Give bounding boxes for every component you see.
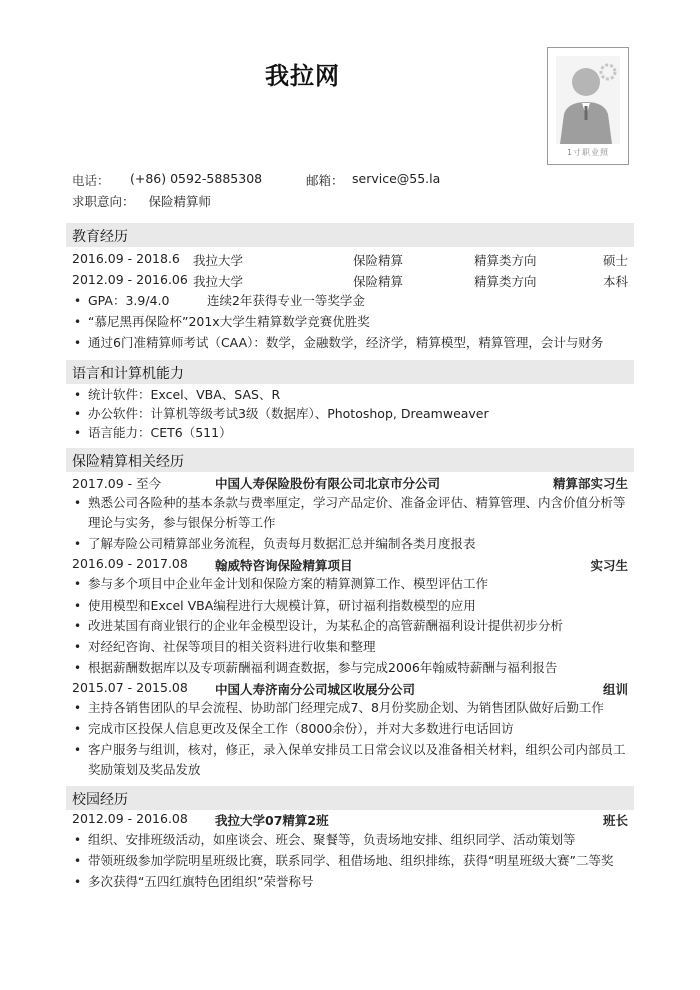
job-role: 精算部实习生 bbox=[552, 476, 628, 491]
edu-school: 我拉大学 bbox=[193, 253, 244, 268]
section-title: 保险精算相关经历 bbox=[72, 454, 184, 470]
edu-major: 保险精算 bbox=[353, 253, 404, 268]
job-header bbox=[72, 474, 628, 492]
edu-school: 我拉大学 bbox=[193, 274, 244, 289]
section-title: 语言和计算机能力 bbox=[72, 366, 184, 382]
edu-degree: 本科 bbox=[602, 274, 628, 289]
photo-placeholder bbox=[547, 47, 629, 165]
job-header bbox=[72, 680, 628, 698]
campus-org: 我拉大学07精算2班 bbox=[215, 813, 329, 828]
section-skills bbox=[66, 360, 634, 384]
section-title: 教育经历 bbox=[72, 229, 128, 245]
job-org: 翰威特咨询保险精算项目 bbox=[215, 558, 353, 573]
list-item: • 多次获得“五四红旗特色团组织”荣誉称号 bbox=[74, 874, 314, 889]
resume-name: 我拉网 bbox=[265, 62, 340, 90]
list-item: • “慕尼黑再保险杯”201x大学生精算数学竞赛优胜奖 bbox=[74, 314, 370, 329]
email-value: service@55.la bbox=[352, 171, 441, 186]
list-item: • 根据薪酬数据库以及专项薪酬福利调查数据，参与完成2006年翰威特薪酬与福利报告 bbox=[74, 660, 558, 675]
list-item: • 带领班级参加学院明星班级比赛，联系同学、租借场地、组织排练，获得“明星班级大赛”二等奖 bbox=[74, 853, 614, 868]
list-item: • 完成市区投保人信息更改及保全工作（8000余份），并对大多数进行电话回访 bbox=[74, 721, 514, 736]
job-period: 2016.09 - 2017.08 bbox=[72, 556, 188, 571]
job-org: 中国人寿济南分公司城区收展分公司 bbox=[215, 682, 416, 697]
phone-value: (+86) 0592-5885308 bbox=[130, 171, 263, 186]
list-item: • 组织、安排班级活动，如座谈会、班会、聚餐等，负责场地安排、组织同学、活动策划等 bbox=[74, 832, 576, 847]
edu-period: 2016.09 - 2018.6 bbox=[72, 251, 180, 266]
email-label: 邮箱： bbox=[306, 173, 344, 188]
campus-header bbox=[72, 811, 628, 829]
list-item: • 熟悉公司各险种的基本条款与费率厘定，学习产品定价、准备金评估、精算管理、内含价值分析等理论与实务，参与银保分析等工作 bbox=[74, 495, 626, 530]
edu-direction: 精算类方向 bbox=[474, 274, 537, 289]
list-item: • 对经纪咨询、社保等项目的相关资料进行收集和整理 bbox=[74, 639, 376, 654]
list-item: • 办公软件：计算机等级考试3级（数据库）、Photoshop, Dreamweaver bbox=[74, 406, 489, 421]
objective-value: 保险精算师 bbox=[148, 194, 212, 209]
phone-row bbox=[72, 171, 110, 189]
list-item: • 语言能力：CET6（511） bbox=[74, 425, 232, 440]
list-item: • 改进某国有商业银行的企业年金模型设计，为某私企的高管薪酬福利设计提供初步分析 bbox=[74, 618, 564, 633]
job-org: 中国人寿保险股份有限公司北京市分公司 bbox=[215, 476, 441, 491]
list-item: • 使用模型和Excel VBA编程进行大规模计算，研讨福利指数模型的应用 bbox=[74, 598, 476, 613]
job-role: 实习生 bbox=[590, 558, 628, 573]
list-item: • 了解寿险公司精算部业务流程，负责每月数据汇总并编制各类月度报表 bbox=[74, 536, 476, 551]
phone-label: 电话： bbox=[72, 173, 110, 188]
education-entry bbox=[72, 251, 628, 269]
edu-degree: 硕士 bbox=[602, 253, 628, 268]
section-education bbox=[66, 223, 634, 247]
section-campus bbox=[66, 786, 634, 810]
list-item: • 通过6门准精算师考试（CAA）：数学，金融数学，经济学，精算模型，精算管理，会计与财务 bbox=[74, 335, 604, 350]
job-role: 组训 bbox=[602, 682, 628, 697]
list-item: • 统计软件：Excel、VBA、SAS、R bbox=[74, 387, 281, 402]
objective-row bbox=[72, 192, 211, 210]
edu-period: 2012.09 - 2016.06 bbox=[72, 272, 188, 287]
job-period: 2015.07 - 2015.08 bbox=[72, 680, 188, 695]
section-title: 校园经历 bbox=[72, 792, 128, 808]
campus-role: 班长 bbox=[602, 813, 628, 828]
job-period: 2017.09 - 至今 bbox=[72, 476, 162, 491]
edu-direction: 精算类方向 bbox=[474, 253, 537, 268]
section-experience bbox=[66, 448, 634, 472]
edu-major: 保险精算 bbox=[353, 274, 404, 289]
list-item: • 参与多个项目中企业年金计划和保险方案的精算测算工作、模型评估工作 bbox=[74, 576, 489, 591]
list-item: • 主持各销售团队的早会流程、协助部门经理完成7、8月份奖励企划、为销售团队做好后勤工作 bbox=[74, 700, 604, 715]
avatar-icon bbox=[556, 56, 620, 144]
job-header bbox=[72, 556, 628, 574]
education-entry bbox=[72, 272, 628, 290]
list-item: • GPA：3.9/4.0 连续2年获得专业一等奖学金 bbox=[74, 293, 365, 308]
list-item: • 客户服务与组训，核对，修正，录入保单安排员工日常会议以及准备相关材料，组织公司内部员工奖励策划及奖品发放 bbox=[74, 742, 626, 777]
campus-period: 2012.09 - 2016.08 bbox=[72, 811, 188, 826]
photo-caption: 1寸职业照 bbox=[566, 148, 610, 157]
objective-label: 求职意向： bbox=[72, 194, 135, 209]
